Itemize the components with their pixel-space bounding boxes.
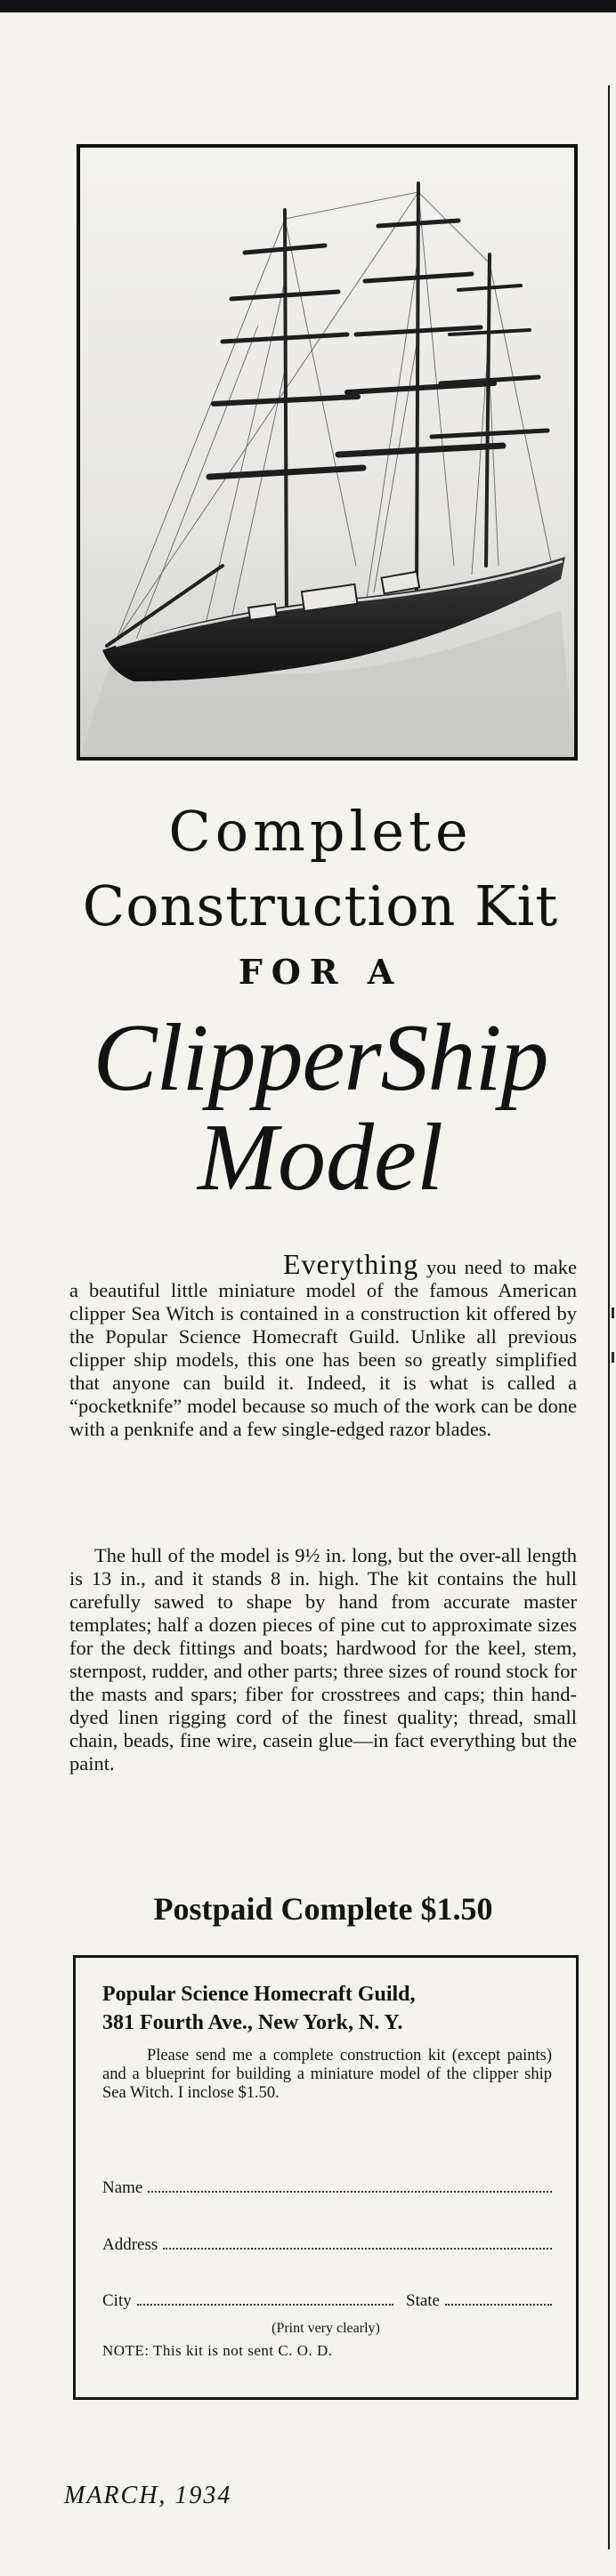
print-note: (Print very clearly) — [272, 2321, 380, 2336]
coupon-address: 381 Fourth Ave., New York, N. Y. — [102, 2011, 403, 2034]
scan-top-edge — [0, 0, 616, 12]
headline-line-4: ClipperShip — [93, 1005, 548, 1111]
name-label: Name — [102, 2178, 143, 2197]
headline-line-2: Construction Kit — [82, 873, 559, 938]
address-label: Address — [102, 2235, 158, 2254]
coupon-body: Please send me a complete construction kit (except paints) and a blueprint for building a miniature model of the clipper ship Sea Witch. I inclose $1.50. — [102, 2047, 552, 2102]
clipper-ship-photo — [77, 144, 578, 761]
city-field[interactable] — [137, 2291, 393, 2306]
address-field-row[interactable] — [102, 2235, 552, 2255]
name-field-row[interactable] — [102, 2178, 552, 2198]
city-label: City — [102, 2291, 132, 2310]
state-label: State — [406, 2291, 440, 2310]
article-paragraph-2: The hull of the model is 9½ in. long, but the over-all length is 13 in., and it stands 8 in. high. The kit contains the hull carefully sawed to shape by hand from accurate master templates; half a dozen pieces of pine cut to approximate sizes for the deck fittings and boats; hardwood for the keel, stem, sternpost, rudder, and other parts; three sizes of round stock for the masts and spars; fiber for crosstrees and caps; thin hand-dyed linen rigging cord of the finest quality; thread, small chain, beads, fine wire, casein glue—in fact everything but the paint. — [69, 1544, 577, 1775]
city-state-row[interactable] — [102, 2291, 552, 2311]
state-field[interactable] — [445, 2291, 552, 2306]
headline-line-5: Model — [198, 1105, 443, 1211]
issue-date: MARCH, 1934 — [64, 2482, 232, 2509]
lead-cap: Everything — [283, 1248, 419, 1280]
adjacent-page-mark — [612, 1352, 614, 1363]
paragraph-1-text: you need to make a beautiful little miniature model of the famous American clipper Sea Witch is contained in a construction kit offered by the Popular Science Homecraft Guild. Unlike all previous clipper ship models, this one has been so greatly simplified that anyone can build it. Indeed, it is what is called a “pocketknife” model because so much of the work can be done with a penknife and a few single-edged razor blades. — [69, 1256, 577, 1440]
column-rule — [608, 85, 610, 2549]
price-line: Postpaid Complete $1.50 — [153, 1891, 493, 1927]
name-field[interactable] — [148, 2178, 552, 2193]
order-coupon — [73, 1955, 579, 2400]
cod-note: NOTE: This kit is not sent C. O. D. — [102, 2342, 333, 2359]
coupon-organization: Popular Science Homecraft Guild, — [102, 1983, 416, 2006]
headline-line-3: FOR A — [238, 952, 403, 992]
clipper-ship-illustration — [80, 148, 574, 757]
headline-line-1: Complete — [168, 799, 473, 864]
address-field[interactable] — [163, 2235, 552, 2250]
article-paragraph-1 — [69, 1248, 577, 1441]
adjacent-page-mark — [612, 1308, 614, 1318]
